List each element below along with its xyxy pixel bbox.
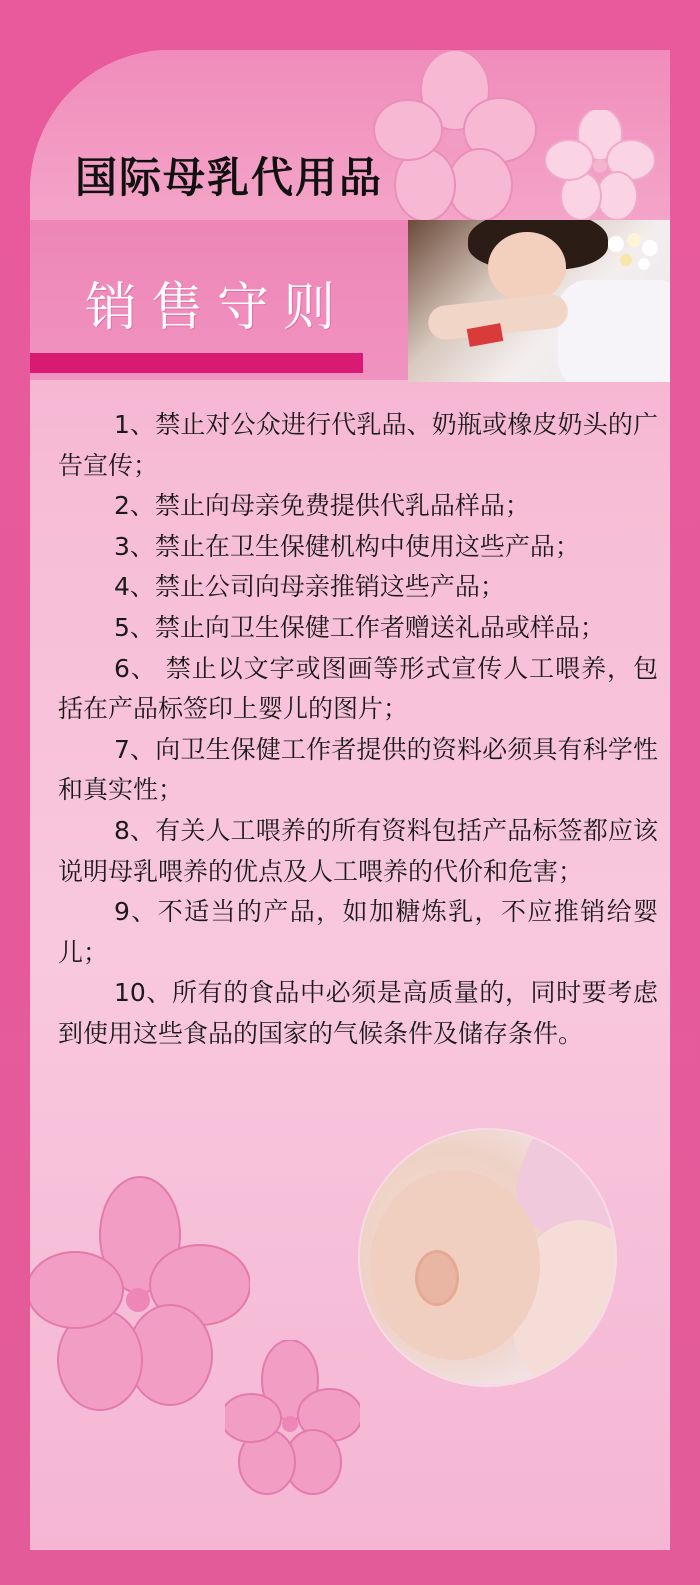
photo-blanket — [558, 280, 670, 382]
page-subtitle: 销售守则 — [85, 278, 350, 338]
list-item: 6、 禁止以文字或图画等形式宣传人工喂养，包括在产品标签印上婴儿的图片； — [58, 653, 658, 724]
list-item: 1、禁止对公众进行代乳品、奶瓶或橡皮奶头的广告宣传； — [58, 410, 658, 480]
mother-with-baby-photo — [408, 220, 670, 382]
breastfeeding-baby-photo — [360, 1130, 615, 1385]
list-item: 8、有关人工喂养的所有资料包括产品标签都应该说明母乳喂养的优点及人工喂养的代价和危害； — [58, 815, 658, 886]
pink-flower-icon — [370, 50, 540, 225]
rules-list — [58, 405, 658, 1055]
photo-baby-ear — [415, 1250, 459, 1306]
list-item: 3、禁止在卫生保健机构中使用这些产品； — [114, 531, 580, 561]
list-item: 5、禁止向卫生保健工作者赠送礼品或样品； — [114, 612, 605, 642]
photo-face — [488, 232, 566, 302]
list-item: 9、不适当的产品，如加糖炼乳，不应推销给婴儿； — [58, 897, 658, 967]
pink-flower-icon — [225, 1340, 360, 1500]
list-item: 2、禁止向母亲免费提供代乳品样品； — [114, 491, 530, 521]
flower-vase-icon — [604, 230, 664, 276]
page-title: 国际母乳代用品 — [75, 153, 384, 202]
content-panel — [30, 50, 670, 1550]
pink-flower-icon — [30, 1175, 250, 1415]
list-item: 10、所有的食品中必须是高质量的，同时要考虑到使用这些食品的国家的气候条件及储存条件。 — [58, 978, 658, 1048]
list-item: 4、禁止公司向母亲推销这些产品； — [114, 572, 505, 602]
pink-flower-icon — [545, 110, 655, 220]
list-item: 7、向卫生保健工作者提供的资料必须具有科学性和真实性； — [58, 734, 658, 805]
accent-bar — [30, 353, 363, 373]
